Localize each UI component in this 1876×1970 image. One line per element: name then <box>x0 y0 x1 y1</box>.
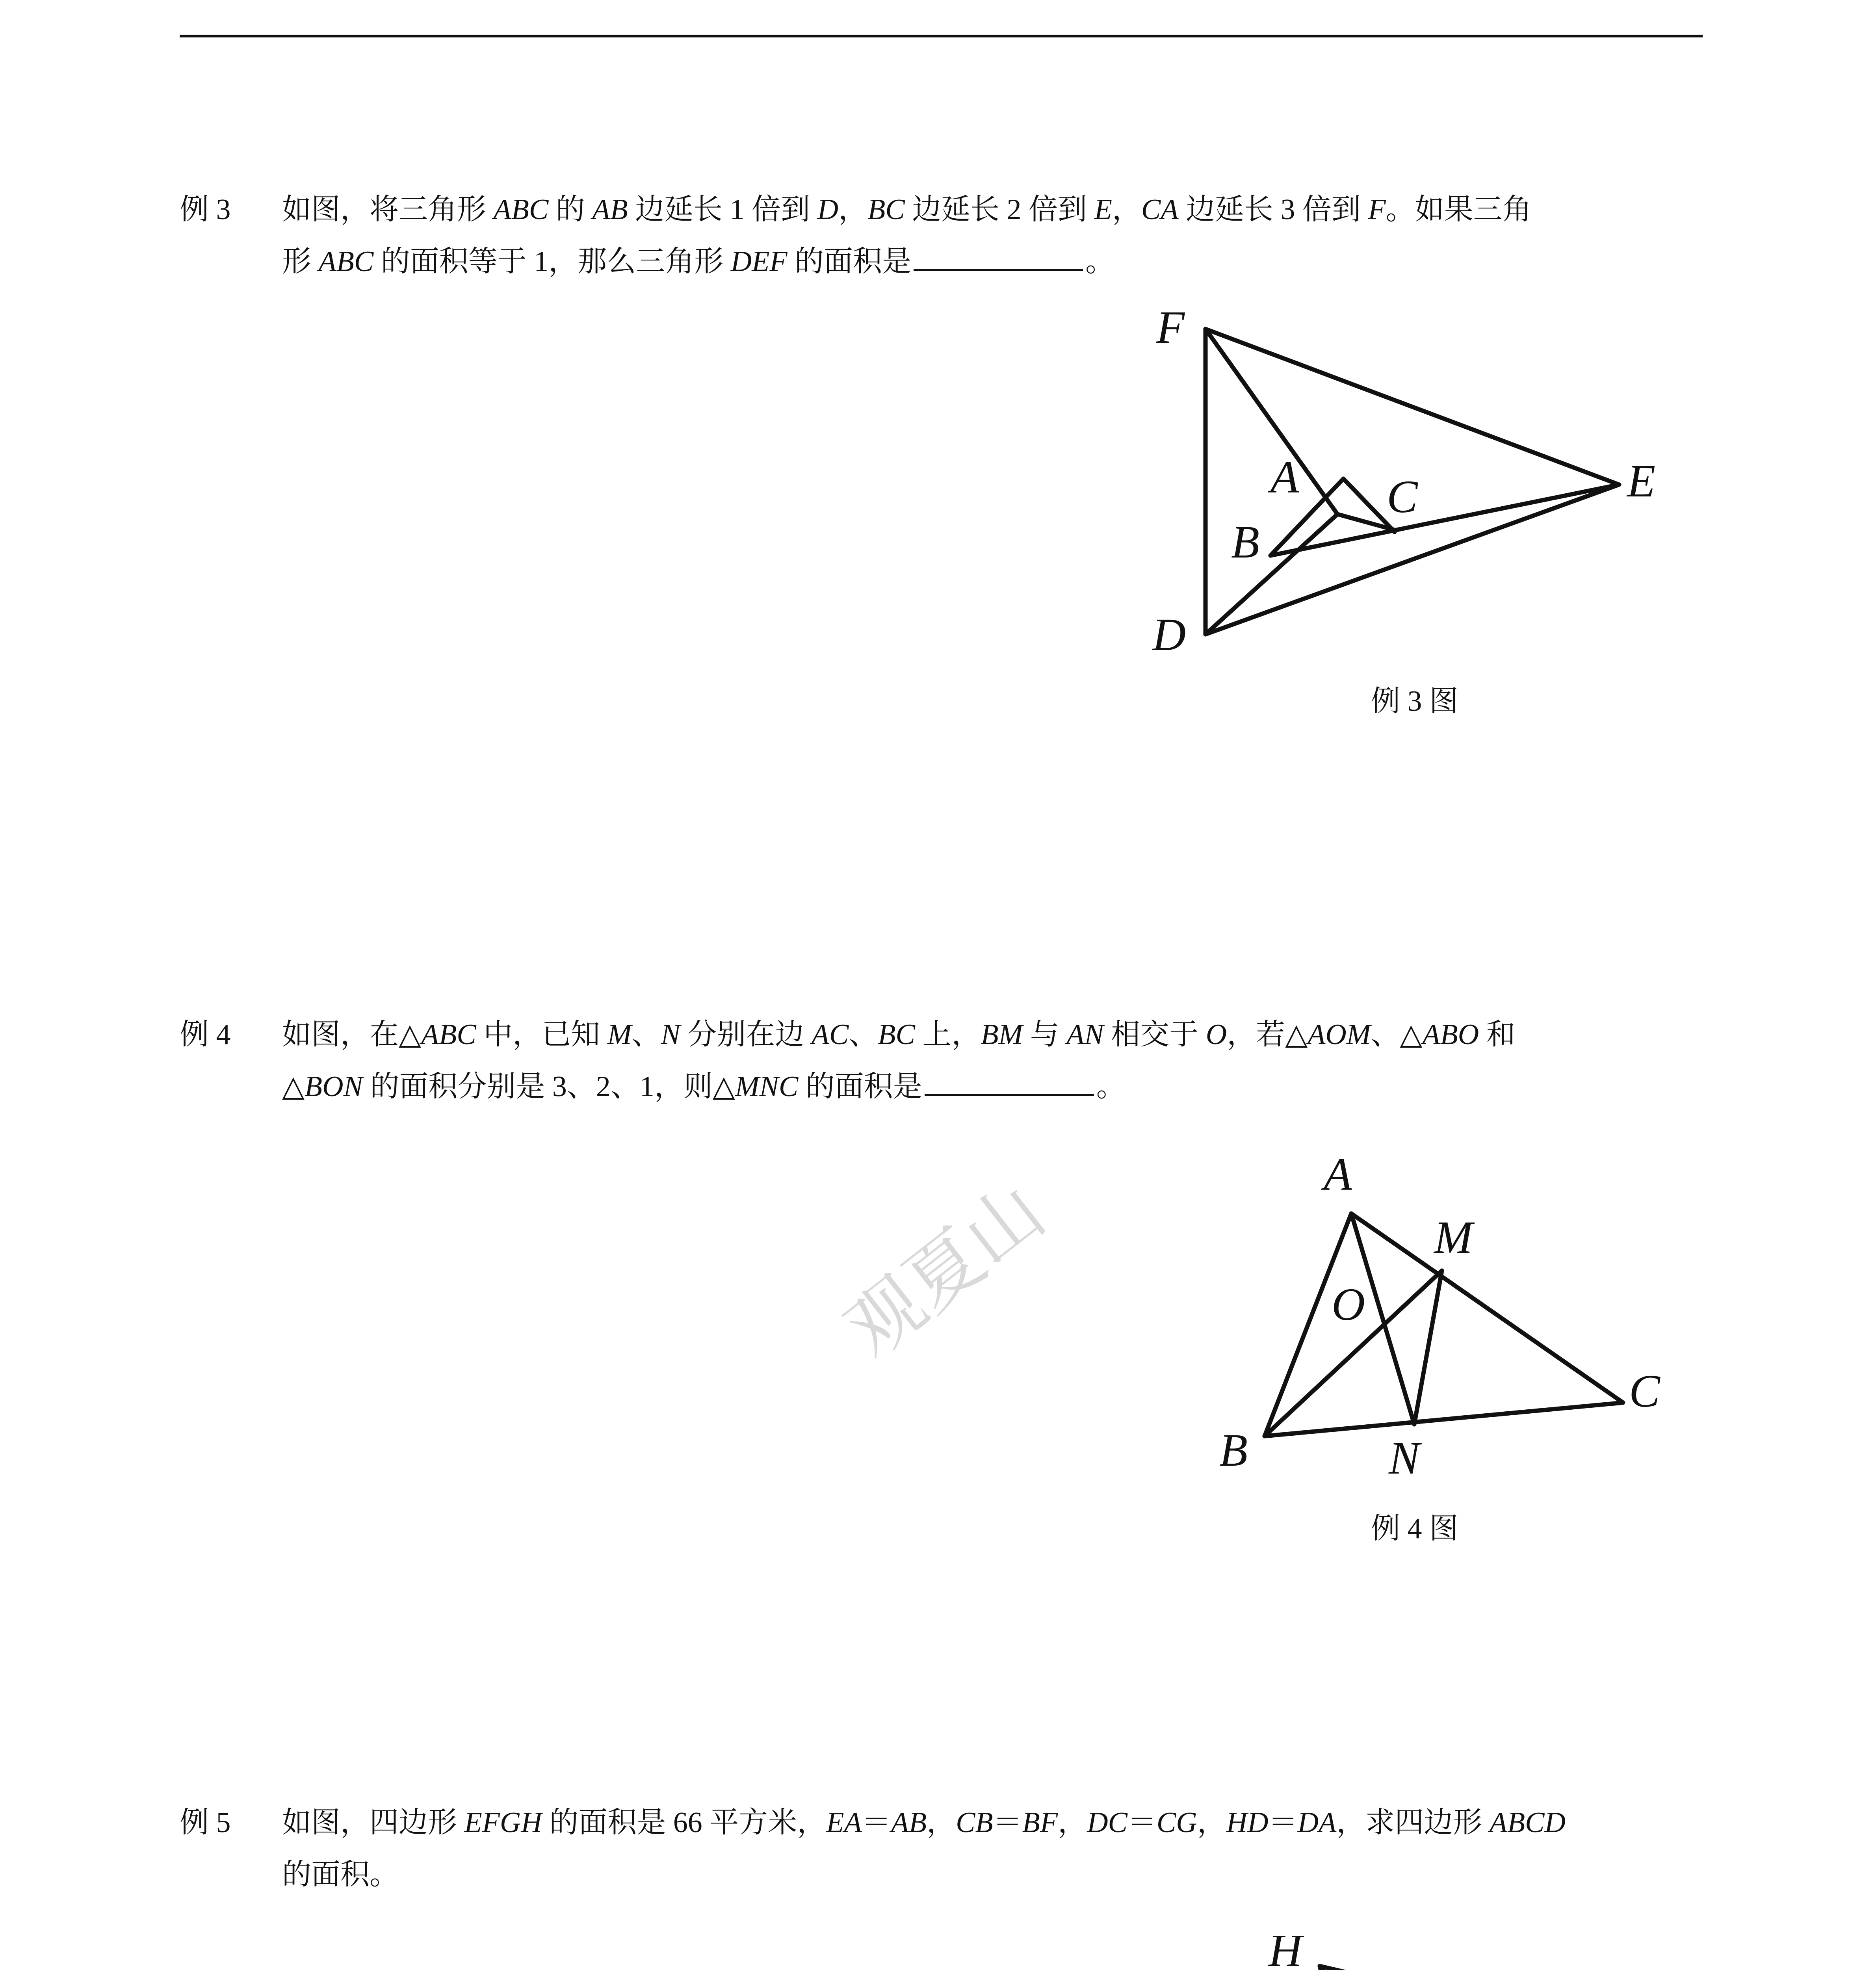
quadrilateral-EFGH <box>1320 1966 1619 1970</box>
point-label-C: C <box>1387 471 1418 522</box>
example-4-caption: 例 4 图 <box>1371 1513 1458 1545</box>
example-5-line-2: 的面积。 <box>282 1858 399 1891</box>
example-5-label: 例 5 <box>180 1806 231 1839</box>
watermark: 观夏山 <box>829 1167 1061 1374</box>
segment-BD <box>1205 514 1337 634</box>
example-3-text <box>282 184 1704 288</box>
example-3-caption: 例 3 图 <box>1371 685 1458 717</box>
header-rule <box>180 35 1703 37</box>
point-label-H: H <box>1269 1925 1302 1970</box>
point-label-C: C <box>1629 1365 1660 1417</box>
point-label-D: D <box>1152 609 1186 660</box>
example-5-figure <box>1241 1923 1733 1970</box>
example-5-text <box>282 1797 1704 1901</box>
point-label-M: M <box>1434 1212 1473 1263</box>
point-label-N: N <box>1389 1432 1420 1484</box>
example-3-line-2: 形 ABC 的面积等于 1，那么三角形 DEF 的面积是 。 <box>282 245 1115 278</box>
example-4-text <box>282 1009 1704 1113</box>
example-3-label: 例 3 <box>180 193 231 226</box>
example-3-line-1: 如图，将三角形 ABC 的 AB 边延长 1 倍到 D，BC 边延长 2 倍到 E，CA 边延长 3 倍到 F。如果三角 <box>282 193 1532 226</box>
point-label-A: A <box>1270 451 1299 503</box>
answer-blank[interactable] <box>914 245 1083 271</box>
example-4-label: 例 4 <box>180 1018 231 1051</box>
point-label-O: O <box>1332 1279 1365 1330</box>
point-label-E: E <box>1627 455 1656 507</box>
point-label-F: F <box>1156 301 1185 353</box>
example-4-figure <box>1205 1150 1718 1499</box>
point-label-A: A <box>1324 1149 1352 1200</box>
example-5-line-1: 如图，四边形 EFGH 的面积是 66 平方米，EA＝AB，CB＝BF，DC＝CG，HD＝DA，求四边形 ABCD <box>282 1806 1566 1839</box>
point-label-B: B <box>1231 516 1260 568</box>
example-4-line-1: 如图，在△ABC 中，已知 M、N 分别在边 AC、BC 上，BM 与 AN 相交于 O，若△AOM、△ABO 和 <box>282 1018 1516 1051</box>
point-label-B: B <box>1219 1424 1248 1476</box>
example-3-figure <box>1135 299 1706 680</box>
example-4-line-2: △BON 的面积分别是 3、2、1，则△MNC 的面积是 。 <box>282 1070 1126 1103</box>
answer-blank[interactable] <box>925 1070 1094 1096</box>
